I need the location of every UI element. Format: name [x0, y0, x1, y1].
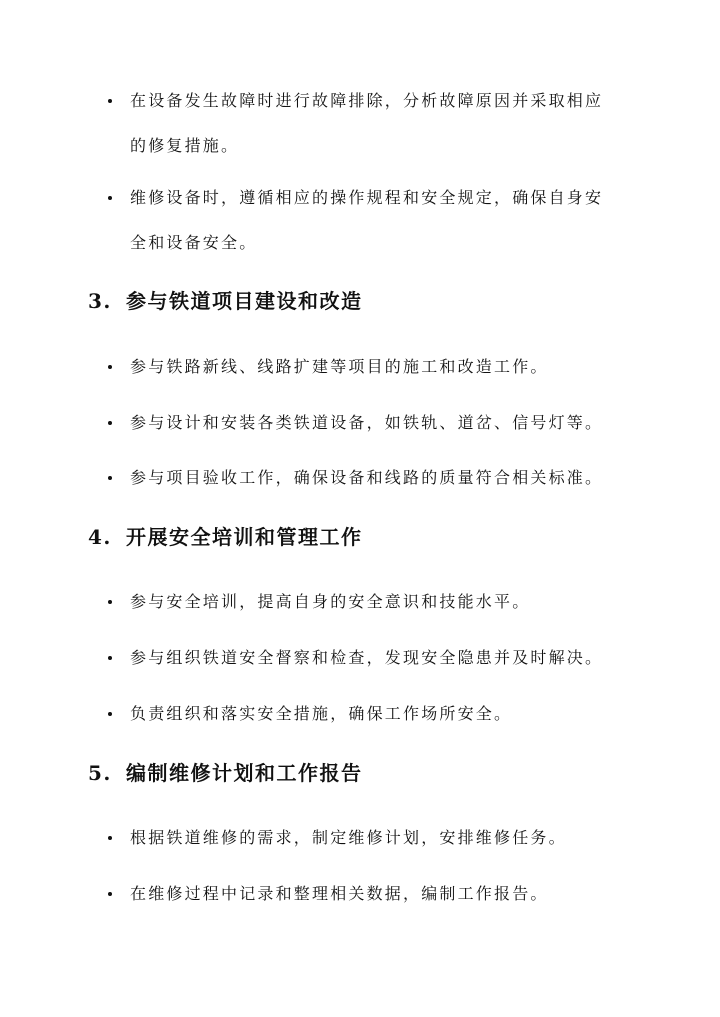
list-item	[108, 90, 628, 157]
list-item	[108, 647, 628, 669]
section-number: 5.	[88, 761, 112, 785]
list-item-text: 参与铁路新线、线路扩建等项目的施工和改造工作。	[130, 357, 549, 376]
list-item	[108, 356, 628, 378]
list-item-text: 在维修过程中记录和整理相关数据，编制工作报告。	[130, 884, 549, 903]
list-item-text: 参与设计和安装各类铁道设备，如铁轨、道岔、信号灯等。	[130, 413, 604, 432]
list-item	[108, 412, 628, 434]
list-item	[108, 827, 628, 849]
bullet-icon	[108, 656, 112, 660]
list-item-text: 在设备发生故障时进行故障排除，分析故障原因并采取相应	[130, 91, 604, 110]
bullet-icon	[108, 421, 112, 425]
list-item-text: 参与安全培训，提高自身的安全意识和技能水平。	[130, 592, 531, 611]
list-item-text-continued: 的修复措施。	[130, 136, 240, 155]
section-heading	[88, 523, 363, 551]
list-item-text: 根据铁道维修的需求，制定维修计划，安排维修任务。	[130, 828, 567, 847]
bullet-icon	[108, 365, 112, 369]
bullet-icon	[108, 99, 112, 103]
list-item-text: 参与项目验收工作，确保设备和线路的质量符合相关标准。	[130, 468, 604, 487]
list-item-text: 参与组织铁道安全督察和检查，发现安全隐患并及时解决。	[130, 648, 604, 667]
section-title: 参与铁道项目建设和改造	[126, 289, 363, 313]
section-number: 3.	[88, 289, 112, 313]
section-title: 开展安全培训和管理工作	[126, 525, 363, 549]
bullet-icon	[108, 196, 112, 200]
bullet-icon	[108, 836, 112, 840]
bullet-icon	[108, 892, 112, 896]
section-heading	[88, 287, 363, 315]
list-item	[108, 591, 628, 613]
list-item-text-continued: 全和设备安全。	[130, 233, 258, 252]
list-item	[108, 467, 628, 489]
section-heading	[88, 759, 363, 787]
list-item	[108, 883, 628, 905]
section-title: 编制维修计划和工作报告	[126, 761, 363, 785]
bullet-icon	[108, 476, 112, 480]
section-number: 4.	[88, 525, 112, 549]
bullet-icon	[108, 600, 112, 604]
list-item-text: 负责组织和落实安全措施，确保工作场所安全。	[130, 704, 513, 723]
bullet-icon	[108, 712, 112, 716]
list-item-text: 维修设备时，遵循相应的操作规程和安全规定，确保自身安	[130, 188, 604, 207]
list-item	[108, 703, 628, 725]
list-item	[108, 187, 628, 254]
